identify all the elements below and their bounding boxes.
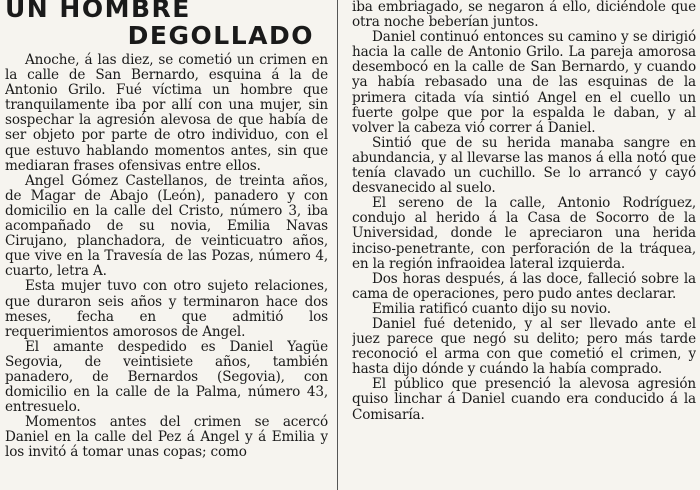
paragraph-crime-report: Anoche, á las diez, se cometió un crimen en la calle de San Bernardo, esquina á la de Antonio Grilo. Fué víctima un hombre que tranquilamente iba por allí con una mujer, sin sospechar la agresión alevosa de que había de ser objeto por parte de otro individuo, con el que estuvo hablando momentos antes, sin que mediaran frases ofensivas entre ellos. xyxy=(5,52,328,174)
paragraph-continuation: iba embriagado, se negaron á ello, diciéndole que otra noche beberían juntos. xyxy=(352,0,696,31)
column-divider xyxy=(337,0,338,490)
article-headline xyxy=(5,0,328,49)
paragraph-attack: Daniel continuó entonces su camino y se dirigió hacia la calle de Antonio Grilo. La pareja amorosa desembocó en la calle de San Bernardo, y cuando ya había rebasado una de las esquinas de la primera citada vía sintió Angel en el cuello un fuerte golpe que por la espalda le daban, y al volver la cabeza vió correr á Daniel. xyxy=(352,29,696,136)
article-right-column xyxy=(352,0,696,490)
paragraph-victim: Angel Gómez Castellanos, de treinta años, de Magar de Abajo (León), panadero y con domicilio en la calle del Cristo, número 3, iba acompañado de su novia, Emilia Navas Cirujano, planchadora, de veinticuatro años, que vive en la Travesía de las Pozas, número 4, cuarto, letra A. xyxy=(5,172,328,280)
paragraph-relationship: Esta mujer tuvo con otro sujeto relaciones, que duraron seis años y terminaron hace dos meses, fecha en que admitió los requerimientos amorosos de Angel. xyxy=(5,278,328,340)
headline-line-1: UN HOMBRE xyxy=(5,0,191,23)
headline-line-2: DEGOLLADO xyxy=(127,21,314,50)
article-left-column xyxy=(5,0,328,490)
paragraph-confirmation: Emilia ratificó cuanto dijo su novio. xyxy=(372,300,611,317)
paragraph-invitation: Momentos antes del crimen se acercó Daniel en la calle del Pez á Angel y á Emilia y los invitó á tomar unas copas; como xyxy=(5,414,328,461)
paragraph-first-aid: El sereno de la calle, Antonio Rodríguez, condujo al herido á la Casa de Socorro de la Universidad, donde le apreciaron una herida inciso-penetrante, con perforación de la tráquea, en la región infraoidea lateral izquierda. xyxy=(352,195,696,272)
paragraph-death: Dos horas después, á las doce, falleció sobre la cama de operaciones, pero pudo antes declarar. xyxy=(352,270,696,302)
paragraph-rejected-lover: El amante despedido es Daniel Yagüe Segovia, de veintisiete años, también panadero, de Bernardos (Segovia), con domicilio en la calle de la Palma, número 43, entresuelo. xyxy=(5,338,328,416)
paragraph-public-reaction: El público que presenció la alevosa agresión quiso linchar á Daniel cuando era conducido á la Comisaría. xyxy=(352,376,696,423)
paragraph-wound: Sintió que de su herida manaba sangre en abundancia, y al llevarse las manos á ella notó que tenía clavado un cuchillo. Se lo arrancó y cayó desvanecido al suelo. xyxy=(352,134,696,197)
paragraph-arrest: Daniel fué detenido, y al ser llevado ante el juez parece que negó su delito; pero más tarde reconoció el arma con que cometió el crimen, y hasta dijo dónde y cuándo la había comprado. xyxy=(352,315,696,378)
